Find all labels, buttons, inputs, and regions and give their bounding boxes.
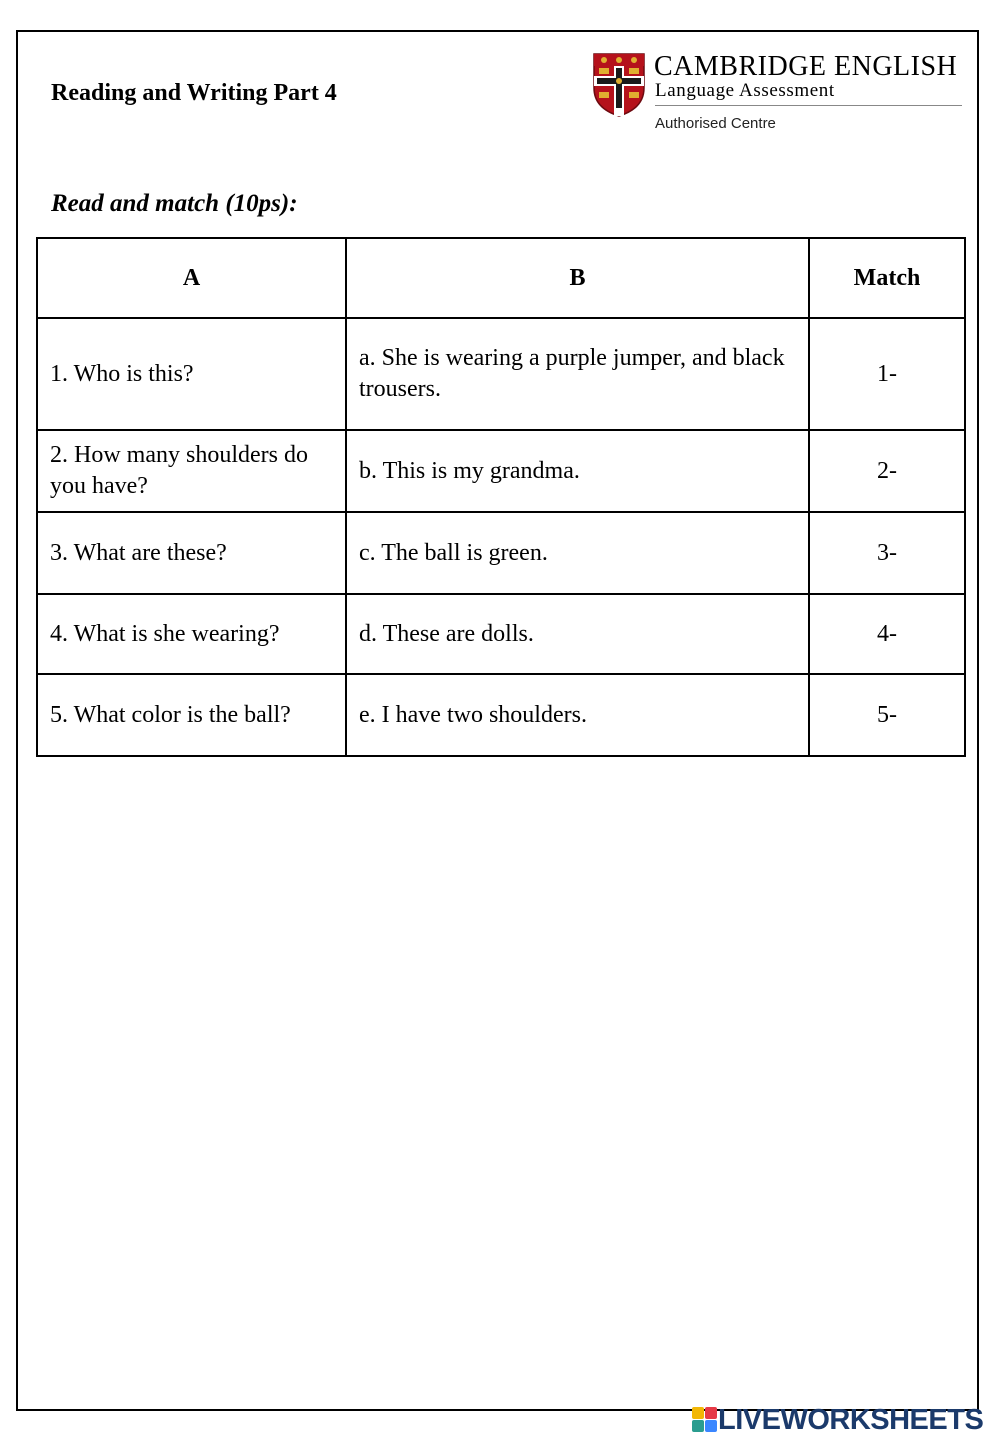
answer-cell: e. I have two shoulders. <box>346 674 809 756</box>
liveworksheets-blocks-icon <box>692 1407 718 1433</box>
watermark-text: LIVEWORKSHEETS <box>718 1404 984 1436</box>
logo-name: CAMBRIDGE ENGLISH <box>654 51 958 82</box>
cambridge-logo <box>592 52 964 136</box>
block-4 <box>705 1420 717 1432</box>
block-2 <box>705 1407 717 1419</box>
answer-cell: c. The ball is green. <box>346 512 809 594</box>
table-row <box>37 430 965 512</box>
liveworksheets-watermark <box>692 1404 988 1436</box>
match-cell[interactable]: 3- <box>809 512 965 594</box>
page-title: Reading and Writing Part 4 <box>51 80 337 106</box>
answer-cell: b. This is my grandma. <box>346 430 809 512</box>
logo-divider <box>655 105 962 106</box>
cambridge-shield-icon <box>592 52 646 118</box>
answer-cell: d. These are dolls. <box>346 594 809 674</box>
match-cell[interactable]: 4- <box>809 594 965 674</box>
column-header-match: Match <box>809 238 965 318</box>
column-header-b: B <box>346 238 809 318</box>
table-row <box>37 674 965 756</box>
answer-cell: a. She is wearing a purple jumper, and black trousers. <box>346 318 809 430</box>
question-cell: 5. What color is the ball? <box>37 674 346 756</box>
table-row <box>37 594 965 674</box>
logo-tagline: Authorised Centre <box>655 115 776 132</box>
question-cell: 1. Who is this? <box>37 318 346 430</box>
question-cell: 3. What are these? <box>37 512 346 594</box>
match-cell[interactable]: 5- <box>809 674 965 756</box>
question-cell: 2. How many shoulders do you have? <box>37 430 346 512</box>
table-row <box>37 512 965 594</box>
logo-subtitle: Language Assessment <box>655 80 835 101</box>
match-cell[interactable]: 1- <box>809 318 965 430</box>
block-3 <box>692 1420 704 1432</box>
table-row <box>37 318 965 430</box>
instruction-text: Read and match (10ps): <box>51 190 298 217</box>
matching-table <box>36 237 966 757</box>
block-1 <box>692 1407 704 1419</box>
column-header-a: A <box>37 238 346 318</box>
question-cell: 4. What is she wearing? <box>37 594 346 674</box>
match-cell[interactable]: 2- <box>809 430 965 512</box>
table-header-row <box>37 238 965 318</box>
